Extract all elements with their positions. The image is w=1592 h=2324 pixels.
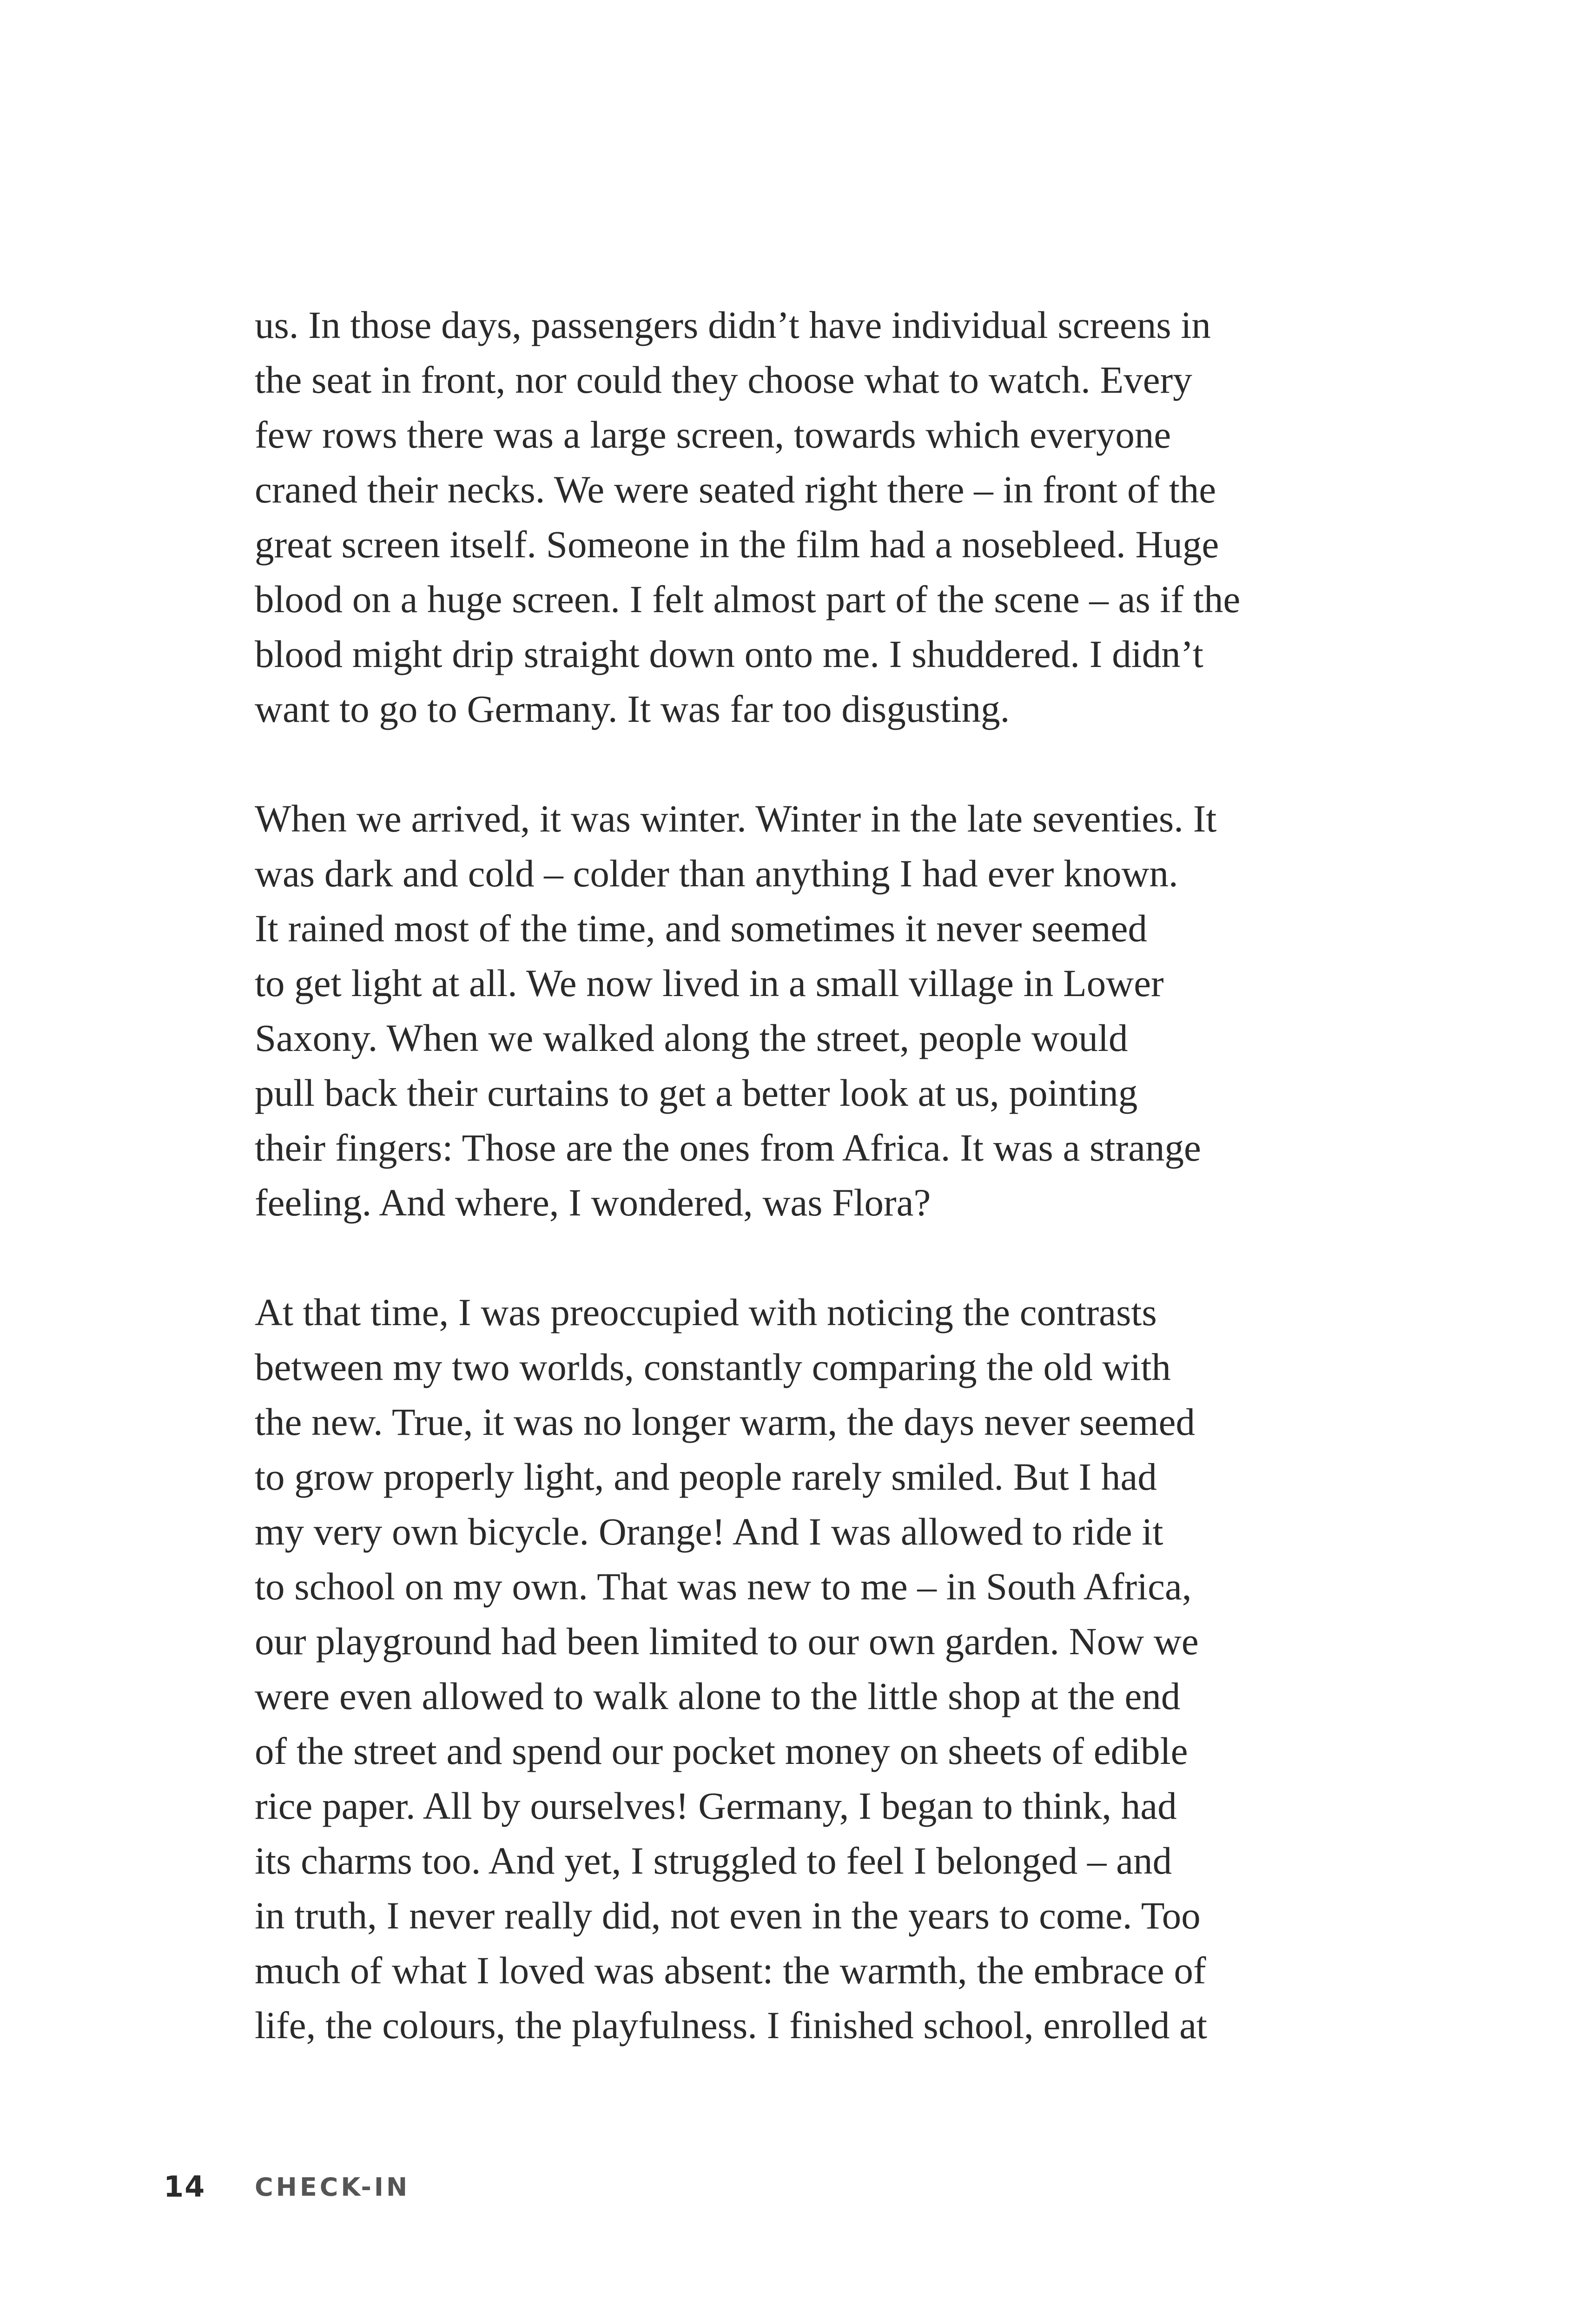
text-line: feeling. And where, I wondered, was Flora? [255, 1181, 931, 1224]
text-line: their fingers: Those are the ones from Africa. It was a strange [255, 1126, 1201, 1169]
paragraph-2 [255, 791, 1333, 1230]
text-line: the new. True, it was no longer warm, the days never seemed [255, 1400, 1196, 1443]
text-line: life, the colours, the playfulness. I finished school, enrolled at [255, 2004, 1208, 2047]
text-line: to get light at all. We now lived in a small village in Lower [255, 962, 1164, 1004]
text-line: to school on my own. That was new to me – in South Africa, [255, 1565, 1192, 1608]
text-line: Saxony. When we walked along the street, people would [255, 1017, 1128, 1059]
text-line: rice paper. All by ourselves! Germany, I began to think, had [255, 1784, 1177, 1827]
text-line: blood might drip straight down onto me. I shuddered. I didn’t [255, 633, 1203, 675]
text-line: blood on a huge screen. I felt almost part of the scene – as if the [255, 578, 1241, 621]
text-line: When we arrived, it was winter. Winter in the late seventies. It [255, 797, 1217, 840]
text-line: It rained most of the time, and sometimes it never seemed [255, 907, 1147, 950]
text-line: us. In those days, passengers didn’t have individual screens in [255, 304, 1211, 346]
text-line: want to go to Germany. It was far too disgusting. [255, 687, 1010, 730]
text-line: between my two worlds, constantly comparing the old with [255, 1346, 1171, 1388]
text-line: great screen itself. Someone in the film had a nosebleed. Huge [255, 523, 1219, 566]
text-line: was dark and cold – colder than anything I had ever known. [255, 852, 1178, 895]
text-line: my very own bicycle. Orange! And I was allowed to ride it [255, 1510, 1163, 1553]
text-line: our playground had been limited to our own garden. Now we [255, 1620, 1199, 1663]
text-line: its charms too. And yet, I struggled to feel I belonged – and [255, 1839, 1172, 1882]
text-line: craned their necks. We were seated right there – in front of the [255, 468, 1216, 511]
text-line: in truth, I never really did, not even in the years to come. Too [255, 1894, 1201, 1937]
paragraph-1 [255, 297, 1333, 736]
text-line: pull back their curtains to get a better look at us, pointing [255, 1071, 1138, 1114]
text-line: few rows there was a large screen, towards which everyone [255, 413, 1171, 456]
text-line: much of what I loved was absent: the warmth, the embrace of [255, 1949, 1206, 1992]
paragraph-3 [255, 1285, 1333, 2053]
page-number: 14 [164, 2170, 206, 2204]
text-line: of the street and spend our pocket money on sheets of edible [255, 1730, 1188, 1772]
text-line: to grow properly light, and people rarely smiled. But I had [255, 1455, 1157, 1498]
text-line: were even allowed to walk alone to the little shop at the end [255, 1675, 1181, 1717]
running-head: CHECK-IN [255, 2172, 410, 2202]
page-footer [0, 2170, 1592, 2216]
body-text [255, 297, 1333, 2107]
text-line: the seat in front, nor could they choose what to watch. Every [255, 358, 1192, 401]
text-line: At that time, I was preoccupied with noticing the contrasts [255, 1291, 1157, 1334]
